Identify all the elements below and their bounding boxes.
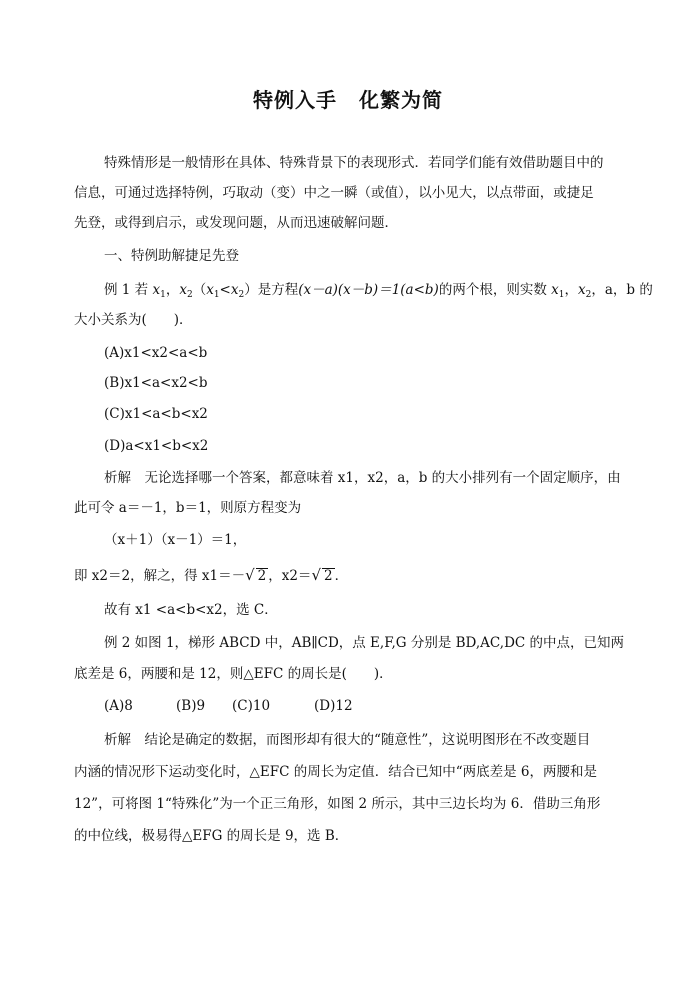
solution-1-line-4: 即 x2＝2，解之，得 x1＝－√ 2 ，x2＝√ 2 ．: [74, 566, 349, 584]
ex2-option-d: (D)12: [314, 698, 353, 714]
solution-1-line-1: 析解 无论选择哪一个答案，都意味着 x1，x2，a，b 的大小排列有一个固定顺序，由: [104, 470, 621, 486]
option-b: (B)x1<a<x2<b: [104, 375, 208, 391]
intro-line-3: 先登，或得到启示，或发现问题，从而迅速破解问题．: [74, 215, 398, 231]
ex2-option-c: (C)10: [232, 698, 271, 714]
sqrt-value-2: 2: [324, 568, 333, 584]
solution-1-conclusion: 故有 x1 <a<b<x2，选 C．: [104, 602, 278, 618]
title-part1: 特例入手: [253, 88, 337, 112]
intro-line-1: 特殊情形是一般情形在具体、特殊背景下的表现形式．若同学们能有效借助题目中的: [104, 155, 604, 171]
solution-2-line-3: 12”，可将图 1“特殊化”为一个正三角形，如图 2 所示，其中三边长均为 6．借助三角形: [74, 796, 601, 812]
option-c: (C)x1<a<b<x2: [104, 406, 208, 422]
solution-2-line-2: 内涵的情况形下运动变化时，△EFC 的周长为定值．结合已知中“两底差是 6，两腰和是: [74, 764, 598, 780]
section-heading-1: 一、特例助解捷足先登: [104, 248, 239, 264]
solution-2-line-1: 析解 结论是确定的数据，而图形却有很大的“随意性”，这说明图形在不改变题目: [104, 732, 591, 748]
example-2-line-2: 底差是 6，两腰和是 12，则△EFC 的周长是( )．: [74, 666, 393, 682]
title-part2: 化繁为简: [359, 88, 443, 112]
example-2-options: [104, 696, 353, 716]
solution-2-line-4: 的中位线，极易得△EFG 的周长是 9，选 B．: [74, 828, 349, 844]
option-d: (D)a<x1<b<x2: [104, 438, 209, 454]
solution-1-line-2: 此可令 a＝－1，b＝1，则原方程变为: [74, 500, 302, 516]
intro-line-2: 信息，可通过选择特例，巧取动（变）中之一瞬（或值），以小见大，以点带面，或捷足: [74, 185, 594, 201]
ex2-option-a: (A)8: [104, 698, 133, 714]
example-1-line-2: 大小关系为( )．: [74, 312, 193, 328]
example-2-line-1: 例 2 如图 1，梯形 ABCD 中，AB∥CD，点 E,F,G 分别是 BD,AC,DC 的中点，已知两: [104, 635, 625, 651]
solution-1-equation: （x＋1）（x－1）＝1，: [104, 532, 247, 548]
example-1-line-1: 例 1 若 $x_1$，$x_2(x_1<x_2)$是方程(x－a)(x－b)＝1(a<b)的两个根，则实数 $x_1$，$x_2$，a，b 的: [104, 282, 653, 300]
sqrt-value-1: 2: [257, 568, 267, 584]
page-title: [0, 84, 696, 113]
option-a: (A)x1<x2<a<b: [104, 345, 208, 361]
ex2-option-b: (B)9: [176, 698, 206, 714]
